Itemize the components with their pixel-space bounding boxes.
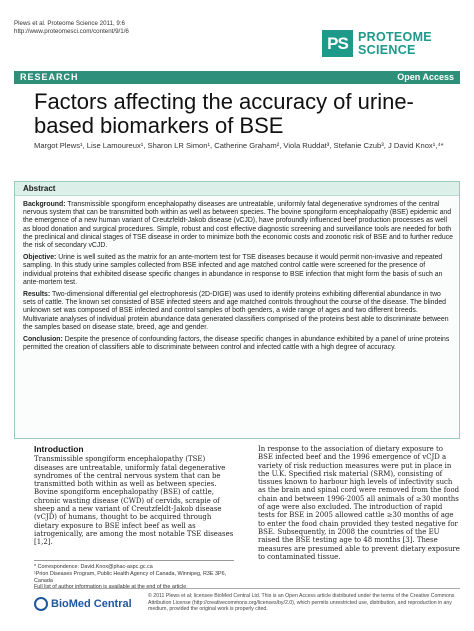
abstract-heading: Abstract — [15, 182, 459, 196]
journal-logo-mark: PS — [322, 30, 353, 57]
introduction-paragraph-left: Transmissible spongiform encephalopathy (TSE) diseases are untreatable, uniformly fatal degenerative syndromes of the central nervous system that can be transmitted both within as well as between species. Bovine spongiform encephalopathy (BSE) of cattle, chronic wasting disease (CWD) of cervids, scrapie of sheep and a new variant of Creutzfeldt-Jakob disease (vCJD) of humans, thought to be acquired through dietary exposure to BSE infect beef as well as iatrogenically, are among the most notable TSE diseases [1,2]. — [34, 455, 234, 547]
journal-citation — [14, 20, 129, 36]
body-column-left — [34, 445, 234, 547]
citation-line: Plews et al. Proteome Science 2011, 9:6 — [14, 20, 125, 27]
article-type-banner — [14, 71, 460, 84]
background-text: Transmissible spongiform encephalopathy diseases are untreatable, uniformly fatal degenerative syndromes of the central nervous system that can be transmitted both within as well as between species. The bovine spongiform encephalopathy (BSE) epidemic and the emergence of a new human variant of Creutzfeldt-Jakob disease (vCJD), have profoundly influenced beef production processes as well as blood donation and surgical procedures. Simple, robust and cost effective diagnostic screening and surveillance tools are needed for both the preclinical and clinical stages of TSE disease in order to minimize both the economic costs and zoonotic risk of BSE and to further reduce the risk of secondary vCJD. — [23, 201, 453, 250]
article-title: Factors affecting the accuracy of urine-based biomarkers of BSE — [34, 89, 414, 138]
publisher-name: BioMed Central — [51, 598, 132, 610]
author-info-note: Full list of author information is available at the end of the article — [34, 584, 187, 591]
results-label: Results: — [23, 291, 51, 299]
author-list: Margot Plews¹, Lise Lamoureux¹, Sharon LR Simon¹, Catherine Graham², Viola Ruddat³, Stefanie Czub³, J David Knox¹,⁴* — [34, 141, 444, 150]
logo-line-1: PROTEOME — [358, 30, 432, 44]
conclusion-text: Despite the presence of confounding factors, the disease specific changes in abundance exhibited by a panel of urine proteins permitted the creation of classifiers able to discriminate between control and infected cattle with a high degree of accuracy. — [23, 336, 450, 352]
license-text: © 2011 Plews et al; licensee BioMed Central Ltd. This is an Open Access article distributed under the terms of the Creative Commons Attribution License (http://creativecommons.org/licenses/by/2.0), which permits unrestricted use, distribution, and reproduction in any medium, provided the original work is properly cited. — [148, 593, 455, 613]
introduction-heading: Introduction — [34, 444, 84, 454]
abstract-objective — [23, 254, 453, 287]
abstract-background — [23, 201, 453, 250]
footnotes — [34, 560, 234, 591]
article-type: RESEARCH — [20, 72, 79, 82]
publisher-logo — [34, 596, 144, 614]
objective-text: Urine is well suited as the matrix for an ante-mortem test for TSE diseases because it would permit non-invasive and repeated sampling. In this study urine samples collected from BSE infected and age matched control cattle were screened for the presence of individual proteins that exhibited disease specific changes in abundance in response to BSE infection that might form the basis of such an ante-mortem test. — [23, 254, 443, 286]
body-column-right — [258, 445, 460, 561]
abstract-box — [14, 181, 460, 439]
background-label: Background: — [23, 201, 66, 208]
introduction-paragraph-right: In response to the association of dietary exposure to BSE infected beef and the 1996 emergence of vCJD a variety of risk reduction measures were put in place in the U.K. Specified risk material (SRM), consisting of tissues known to harbour high levels of infectivity such as the brain and spinal cord were removed from the food chain and between 1996-2005 all animals of ≥30 months of age were also excluded. The introduction of rapid tests for BSE in 2005 allowed cattle ≥30 months of age to enter the food chain provided they tested negative for BSE. Subsequently, in 2008 the countries of the EU raised the BSE testing age to 48 months [3]. These measures are presumed able to prevent dietary exposure to contaminated tissue. — [258, 445, 460, 561]
affiliation-note: ¹Prion Diseases Program, Public Health Agency of Canada, Winnipeg, R3E 3P6, Canada — [34, 570, 227, 584]
journal-logo-name — [358, 31, 432, 57]
footer-divider — [34, 588, 460, 589]
abstract-body — [23, 201, 453, 356]
open-access-label: Open Access — [397, 72, 454, 82]
objective-label: Objective: — [23, 254, 57, 262]
logo-line-2: SCIENCE — [358, 43, 416, 57]
abstract-results — [23, 291, 453, 332]
article-url[interactable]: http://www.proteomesci.com/content/9/1/6 — [14, 28, 129, 35]
publisher-circle-icon — [34, 597, 48, 611]
abstract-conclusion — [23, 336, 453, 352]
conclusion-label: Conclusion: — [23, 336, 63, 344]
results-text: Two-dimensional differential gel electrophoresis (2D-DIGE) was used to identify proteins exhibiting differential abundance in two sets of cattle. The known set consisted of BSE infected steers and age matched controls throughout the course of the disease. The blinded unknown set was composed of BSE infected and control samples of both genders, a wide range of ages and two different breeds. Multivariate analyses of individual protein abundance data generated classifiers comprised of the proteins best able to discriminate between the samples based on disease state, breed, age and gender. — [23, 291, 449, 331]
correspondence-note: * Correspondence: David.Knox@phac-aspc.gc.ca — [34, 564, 153, 570]
